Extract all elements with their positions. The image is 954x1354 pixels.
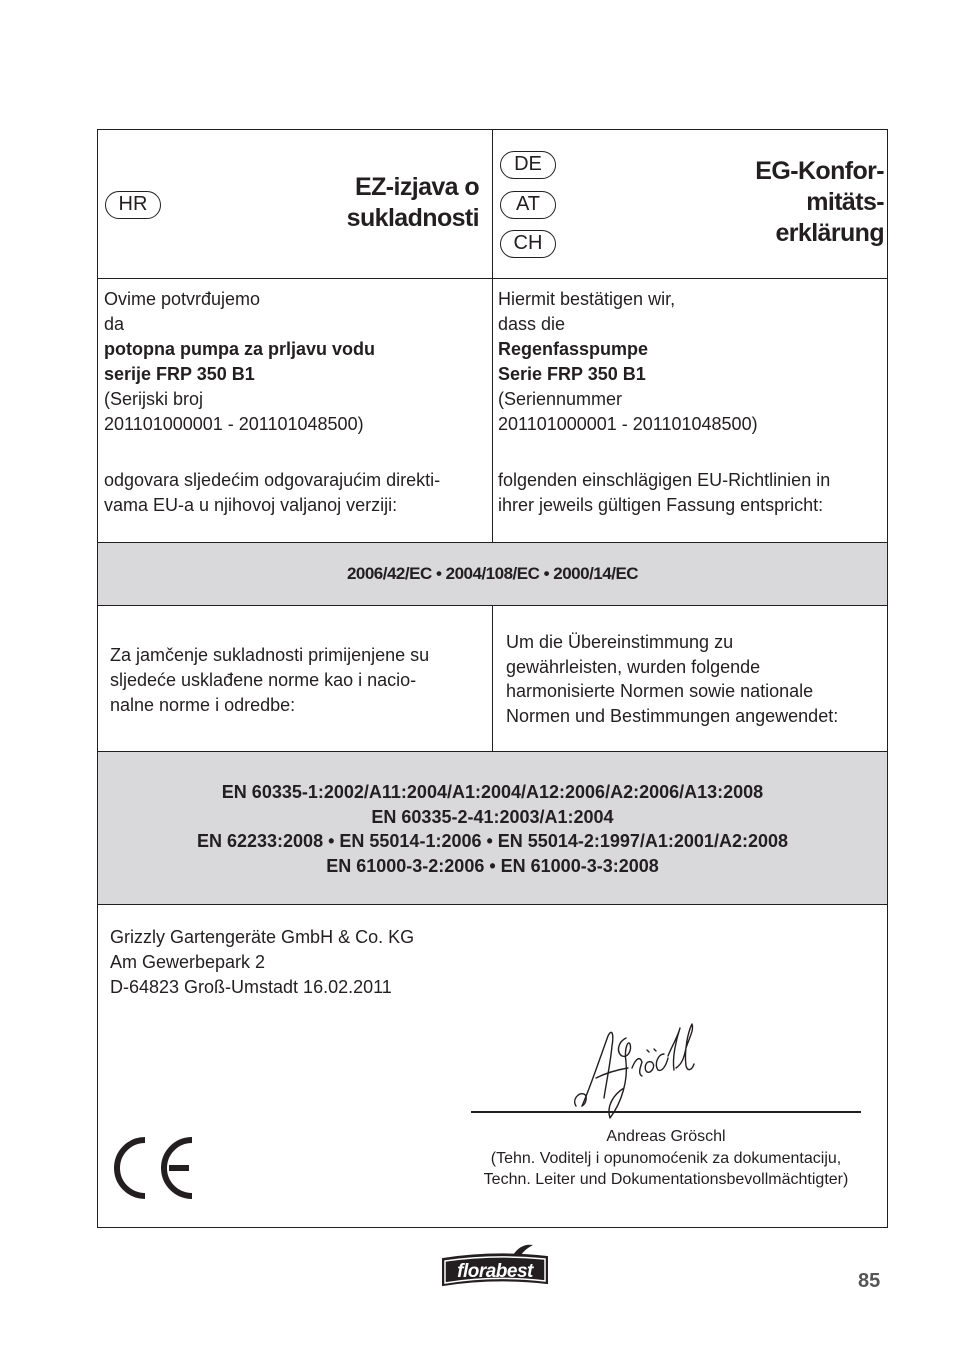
ce-mark-icon: [112, 1135, 198, 1201]
company-address: [110, 925, 414, 1000]
product-series-de: Serie FRP 350 B1: [498, 364, 646, 384]
signatory-name: Andreas Gröschl: [606, 1128, 726, 1145]
product-name-de: Regenfasspumpe: [498, 339, 649, 359]
divider: [98, 904, 887, 905]
product-name-hr: potopna pumpa za prljavu vodu: [104, 339, 376, 359]
declaration-frame: [97, 129, 888, 1228]
florabest-logo: [437, 1243, 553, 1289]
country-badge-hr: HR: [105, 191, 161, 219]
svg-text:florabest: florabest: [457, 1261, 533, 1282]
signatory-role-hr: (Tehn. Voditelj i opunomoćenik za dokumentaciju,: [490, 1149, 842, 1167]
standard-line: EN 62233:2008 • EN 55014-1:2006 • EN 55014-2:1997/A1:2001/A2:2008: [196, 831, 788, 852]
company-name: Grizzly Gartengeräte GmbH & Co. KG: [110, 927, 415, 947]
page-number: 85: [858, 1270, 881, 1292]
signatory-block: [451, 1126, 881, 1191]
standard-line: EN 61000-3-2:2006 • EN 61000-3-3:2008: [326, 856, 659, 877]
standard-line: EN 60335-2-41:2003/A1:2004: [371, 806, 614, 827]
country-badge-ch: CH: [500, 230, 556, 258]
country-badge-at: AT: [500, 191, 556, 219]
column-divider: [492, 606, 493, 752]
column-divider: [492, 130, 493, 543]
standards-intro-hr: Za jamčenje sukladnosti primijenjene su sljedeće usklađene norme kao i nacio- nalne norme i odredbe:: [110, 645, 430, 715]
standard-line: EN 60335-1:2002/A11:2004/A1:2004/A12:2006/A2:2006/A13:2008: [221, 782, 764, 802]
signature-image: [568, 1018, 748, 1120]
country-badge-de: DE: [500, 151, 556, 179]
declaration-text-de: Hiermit bestätigen wir, dass die Regenfasspumpe Serie FRP 350 B1 (Seriennummer 201101000001 - 201101048500) folgenden einschlägigen EU-Richtlinien in ihrer jeweils gültigen Fassung entspricht:: [498, 289, 831, 515]
standards-list: [98, 780, 887, 879]
signatory-role-de: Techn. Leiter und Dokumentationsbevollmächtigter): [483, 1171, 849, 1188]
declaration-text-hr: Ovime potvrđujemo da potopna pumpa za prljavu vodu serije FRP 350 B1 (Serijski broj 201101000001 - 201101048500) odgovara sljedećim odgovarajućim direkti- vama EU-a u njihovoj valjanoj verziji:: [104, 289, 441, 515]
standards-intro-de: Um die Übereinstimmung zu gewährleisten, wurden folgende harmonisierte Normen sowie nationale Normen und Bestimmungen angewendet:: [506, 632, 839, 727]
signature-line: [471, 1111, 861, 1113]
header-title-de: EG-Konfor- mitäts- erklärung: [755, 157, 884, 247]
company-city-date: D-64823 Groß-Umstadt 16.02.2011: [110, 977, 392, 997]
company-street: Am Gewerbepark 2: [110, 952, 266, 972]
header-title-hr: EZ-izjava o sukladnosti: [346, 173, 479, 232]
directives-list: 2006/42/EC • 2004/108/EC • 2000/14/EC: [346, 564, 639, 583]
product-series-hr: serije FRP 350 B1: [104, 364, 255, 384]
